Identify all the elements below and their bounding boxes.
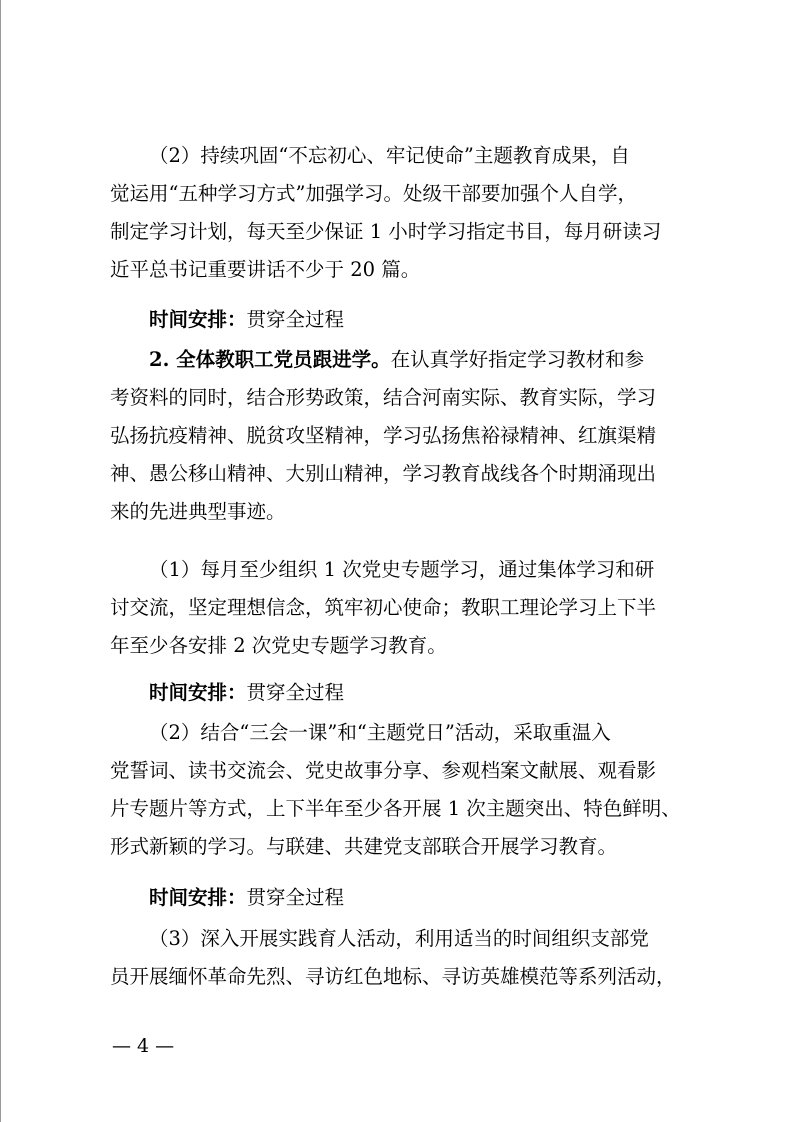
text-line: 员开展缅怀革命先烈、寻访红色地标、寻访英雄模范等系列活动， bbox=[110, 965, 676, 988]
text-line: 年至少各安排 2 次党史专题学习教育。 bbox=[110, 634, 447, 657]
time-arrangement-3 bbox=[110, 879, 710, 917]
paragraph-staff-item-1 bbox=[110, 551, 710, 665]
paragraph-study-item-2 bbox=[110, 137, 710, 289]
text-line: 形式新颖的学习。与联建、共建党支部联合开展学习教育。 bbox=[110, 835, 618, 858]
text-line: （2）结合“三会一课”和“主题党日”活动，采取重温入 bbox=[149, 721, 611, 744]
text-line: 近平总书记重要讲话不少于 20 篇。 bbox=[110, 258, 421, 281]
time-arrangement-value: 贯穿全过程 bbox=[246, 308, 345, 331]
page-number: — 4 — bbox=[112, 1035, 175, 1057]
time-arrangement-value: 贯穿全过程 bbox=[246, 886, 345, 909]
time-arrangement-label: 时间安排： bbox=[149, 886, 247, 909]
time-arrangement-label: 时间安排： bbox=[149, 681, 247, 704]
paragraph-staff-item-2 bbox=[110, 714, 710, 866]
text-line: 弘扬抗疫精神、脱贫攻坚精神，学习弘扬焦裕禄精神、红旗渠精 bbox=[110, 424, 657, 447]
text-line: 觉运用“五种学习方式”加强学习。处级干部要加强个人自学， bbox=[110, 182, 637, 205]
text-line: （3）深入开展实践育人活动，利用适当的时间组织支部党 bbox=[149, 927, 649, 950]
time-arrangement-label: 时间安排： bbox=[149, 308, 247, 331]
text-line: 神、愚公移山精神、大别山精神，学习教育战线各个时期涌现出 bbox=[110, 462, 657, 485]
text-line: 讨交流，坚定理想信念，筑牢初心使命；教职工理论学习上下半 bbox=[110, 596, 657, 619]
text-line: （2）持续巩固“不忘初心、牢记使命”主题教育成果，自 bbox=[149, 144, 630, 167]
text-line: 制定学习计划，每天至少保证 1 小时学习指定书目，每月研读习 bbox=[110, 220, 662, 243]
paragraph-staff-item-3 bbox=[110, 920, 710, 996]
time-arrangement-value: 贯穿全过程 bbox=[246, 681, 345, 704]
text-line: 考资料的同时，结合形势政策，结合河南实际、教育实际，学习 bbox=[110, 386, 657, 409]
time-arrangement-2 bbox=[110, 674, 710, 712]
text-line: 来的先进典型事迹。 bbox=[110, 500, 286, 523]
time-arrangement-1 bbox=[110, 301, 710, 339]
text-line: 片专题片等方式，上下半年至少各开展 1 次主题突出、特色鲜明、 bbox=[110, 797, 681, 820]
page-edge bbox=[0, 0, 1, 1122]
text-line: （1）每月至少组织 1 次党史专题学习，通过集体学习和研 bbox=[149, 558, 655, 581]
section-heading: 2. 全体教职工党员跟进学。 bbox=[149, 348, 391, 371]
paragraph-staff-members bbox=[110, 341, 710, 531]
text-line: 党誓词、读书交流会、党史故事分享、参观档案文献展、观看影 bbox=[110, 759, 657, 782]
text-span: 在认真学好指定学习教材和参 bbox=[390, 348, 645, 371]
